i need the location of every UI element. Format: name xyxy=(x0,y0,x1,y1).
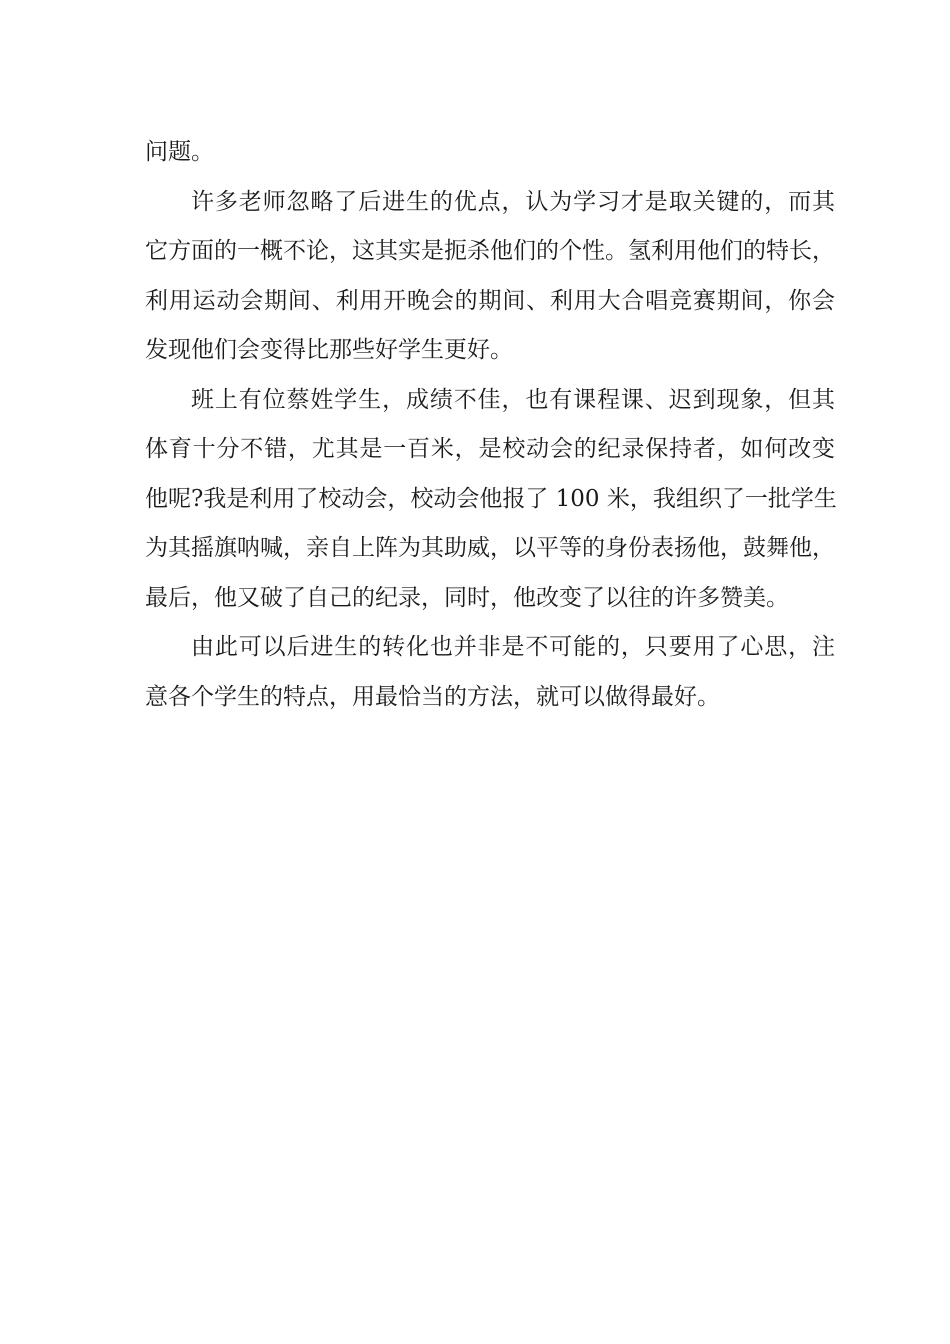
document-body xyxy=(145,128,835,722)
text-line: 班上有位蔡姓学生，成绩不佳，也有课程课、迟到现象，但其 xyxy=(191,386,835,413)
text-line: 利用运动会期间、利用开晚会的期间、利用大合唱竞赛期间，你会 xyxy=(145,287,835,314)
text-line: 问题。 xyxy=(145,139,214,165)
text-line: 他呢?我是利用了校动会，校动会他报了 100 米，我组织了一批学生 xyxy=(145,485,837,512)
text-line: 最后，他又破了自己的纪录，同时，他改变了以往的许多赞美。 xyxy=(145,584,789,611)
text-line: 由此可以后进生的转化也并非是不可能的，只要用了心思，注 xyxy=(191,634,835,660)
text-line: 许多老师忽略了后进生的优点，认为学习才是取关键的，而其 xyxy=(191,188,835,215)
text-line: 意各个学生的特点，用最恰当的方法，就可以做得最好。 xyxy=(145,683,720,710)
text-line: 为其摇旗呐喊，亲自上阵为其助威，以平等的身份表扬他，鼓舞他， xyxy=(145,535,835,561)
text-line: 体育十分不错，尤其是一百米，是校动会的纪录保持者，如何改变 xyxy=(145,436,835,462)
text-line: 它方面的一概不论，这其实是扼杀他们的个性。氢利用他们的特长， xyxy=(145,238,835,264)
text-line: 发现他们会变得比那些好学生更好。 xyxy=(145,337,513,363)
